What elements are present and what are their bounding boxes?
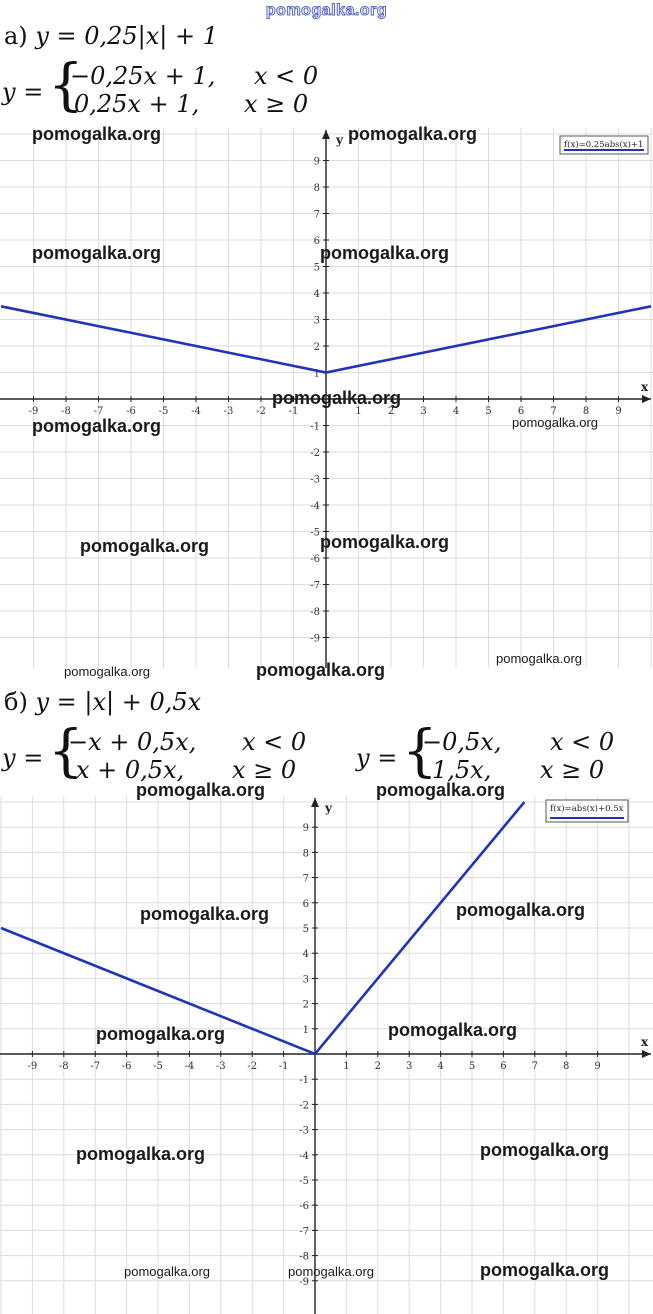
part-a-brace: { <box>48 53 84 118</box>
y-tick-label: 4 <box>313 289 320 300</box>
part-b-equation: y = |x| + 0,5x <box>35 688 202 716</box>
watermark-text: pomogalka.org <box>456 900 586 920</box>
y-tick-label: 8 <box>302 848 309 860</box>
y-tick-label: -6 <box>299 1201 309 1213</box>
watermark-text: pomogalka.org <box>76 1144 206 1164</box>
y-tick-label: -7 <box>299 1226 309 1238</box>
watermark-text: pomogalka.org <box>388 1020 518 1040</box>
part-b-sys2-case1-cond: x < 0 <box>550 728 615 756</box>
y-tick-label: -8 <box>310 607 320 618</box>
x-tick-label: -5 <box>158 406 169 417</box>
x-tick-label: -7 <box>90 1061 101 1072</box>
y-tick-label: -1 <box>299 1075 309 1087</box>
part-a-equation: y = 0,25|x| + 1 <box>35 22 219 50</box>
y-tick-label: 1 <box>313 368 320 380</box>
x-tick-label: -4 <box>184 1061 195 1072</box>
part-a-case2-cond: x ≥ 0 <box>244 90 309 118</box>
y-tick-label: -5 <box>299 1176 309 1187</box>
x-axis-label: x <box>641 1035 649 1049</box>
x-tick-label: 7 <box>550 406 557 417</box>
watermark-text: pomogalka.org <box>96 1024 226 1044</box>
watermark-text: pomogalka.org <box>32 243 162 263</box>
part-b-sys1-case1-expr: −x + 0,5x, <box>68 728 197 756</box>
x-tick-label: -4 <box>191 406 201 417</box>
x-tick-label: 5 <box>468 1061 476 1072</box>
watermark-text: pomogalka.org <box>32 416 162 436</box>
y-tick-label: -3 <box>299 1125 309 1137</box>
y-tick-label: -9 <box>310 633 320 645</box>
watermark-text: pomogalka.org <box>512 415 598 430</box>
y-axis-label: y <box>336 133 343 147</box>
x-tick-label: 9 <box>615 406 622 417</box>
x-tick-label: -5 <box>153 1061 163 1072</box>
x-tick-label: -6 <box>121 1061 132 1072</box>
x-tick-label: 1 <box>355 406 362 417</box>
watermark-text: pomogalka.org <box>124 1264 210 1279</box>
x-tick-label: 3 <box>406 1061 413 1072</box>
y-tick-label: 9 <box>302 823 309 835</box>
x-tick-label: -9 <box>28 406 39 417</box>
y-tick-label: 3 <box>313 315 320 327</box>
watermark-text: pomogalka.org <box>320 532 450 552</box>
part-b-sys2-case1-expr: −0,5x, <box>422 728 502 756</box>
y-tick-label: 6 <box>302 898 309 910</box>
header-watermark: pomogalka.org <box>265 2 388 19</box>
x-tick-label: 6 <box>500 1061 507 1072</box>
y-tick-label: 2 <box>313 342 320 353</box>
watermark-text: pomogalka.org <box>480 1140 610 1160</box>
y-tick-label: -3 <box>310 474 320 486</box>
y-tick-label: -2 <box>310 448 320 459</box>
y-tick-label: -5 <box>310 527 320 539</box>
x-axis-arrow-icon <box>642 395 651 403</box>
watermark-text: pomogalka.org <box>256 660 386 680</box>
part-b-sys2-brace: { <box>402 719 438 784</box>
x-tick-label: -7 <box>93 406 104 417</box>
x-axis-arrow-icon <box>642 1050 651 1058</box>
y-tick-label: 3 <box>302 974 309 986</box>
y-tick-label: -4 <box>310 501 320 512</box>
y-tick-label: -8 <box>299 1251 309 1263</box>
x-tick-label: -9 <box>27 1061 38 1072</box>
y-tick-label: 5 <box>313 262 320 274</box>
x-tick-label: 2 <box>374 1061 381 1072</box>
y-tick-label: -1 <box>310 421 320 433</box>
x-tick-label: -3 <box>223 406 234 417</box>
x-tick-label: 1 <box>343 1061 350 1072</box>
y-tick-label: 2 <box>302 999 309 1011</box>
watermark-text: pomogalka.org <box>496 651 582 666</box>
watermark-text: pomogalka.org <box>348 124 478 144</box>
x-tick-label: 2 <box>387 406 395 417</box>
part-b-sys2-lhs: y = <box>356 744 398 772</box>
watermark-text: pomogalka.org <box>288 1264 374 1279</box>
watermark-text: pomogalka.org <box>136 780 266 800</box>
watermark-text: pomogalka.org <box>140 904 270 924</box>
y-axis-label: y <box>325 801 332 815</box>
part-a-title <box>4 22 218 50</box>
part-b-sys2-case2-expr: 1,5x, <box>432 756 492 784</box>
x-axis-label: x <box>641 380 649 394</box>
x-tick-label: -2 <box>256 406 266 417</box>
part-b-sys1-lhs: y = <box>2 744 44 772</box>
watermark-text: pomogalka.org <box>480 1260 610 1280</box>
y-tick-label: 6 <box>313 236 320 247</box>
x-tick-label: -1 <box>288 406 299 417</box>
x-tick-label: -8 <box>61 406 71 417</box>
watermark-text: pomogalka.org <box>376 780 506 800</box>
y-tick-label: 9 <box>313 156 320 168</box>
watermark-text: pomogalka.org <box>80 536 210 556</box>
part-b-title <box>4 688 201 716</box>
x-tick-label: 4 <box>452 406 460 417</box>
part-b-sys1-case2-expr: x + 0,5x, <box>76 756 185 784</box>
x-tick-label: 7 <box>531 1061 538 1072</box>
part-b-label: б) <box>4 688 28 716</box>
watermark-text: pomogalka.org <box>64 664 150 679</box>
x-tick-label: 8 <box>582 406 590 417</box>
part-b-sys1-case1-cond: x < 0 <box>242 728 307 756</box>
x-tick-label: -1 <box>278 1061 289 1072</box>
y-tick-label: 4 <box>302 949 309 961</box>
legend-label: f(x)=abs(x)+0.5x <box>550 804 624 814</box>
y-tick-label: 8 <box>313 183 320 194</box>
x-tick-label: 4 <box>437 1061 444 1072</box>
x-tick-label: 8 <box>563 1061 570 1072</box>
part-b-sys1-brace: { <box>48 719 84 784</box>
chart-b <box>0 796 653 1314</box>
x-tick-label: 9 <box>594 1061 601 1072</box>
x-tick-label: 5 <box>485 406 492 417</box>
x-tick-label: -8 <box>58 1061 69 1072</box>
y-tick-label: -7 <box>310 580 320 592</box>
x-tick-label: -2 <box>247 1061 258 1072</box>
y-tick-label: 7 <box>302 873 309 885</box>
y-tick-label: 7 <box>313 209 320 221</box>
part-a-case1-expr: −0,25x + 1, <box>70 62 216 90</box>
x-tick-label: -6 <box>126 406 136 417</box>
watermark-text: pomogalka.org <box>320 243 450 263</box>
part-b-sys1-case2-cond: x ≥ 0 <box>232 756 297 784</box>
part-a-case1-cond: x < 0 <box>254 62 319 90</box>
x-tick-label: 3 <box>420 406 427 417</box>
y-tick-label: -2 <box>299 1100 309 1112</box>
legend-label: f(x)=0.25abs(x)+1 <box>564 140 644 150</box>
y-tick-label: -6 <box>310 554 320 565</box>
x-tick-label: -3 <box>215 1061 226 1072</box>
y-tick-label: -4 <box>299 1150 309 1162</box>
watermark-text: pomogalka.org <box>272 388 402 408</box>
grid <box>0 796 653 1314</box>
y-tick-label: -9 <box>299 1276 309 1288</box>
watermark-text: pomogalka.org <box>32 124 162 144</box>
y-tick-label: 1 <box>302 1024 309 1036</box>
x-tick-label: 6 <box>517 406 525 417</box>
part-a-system-lhs: y = <box>2 78 44 106</box>
part-a-label: а) <box>4 22 28 50</box>
y-tick-label: 5 <box>302 924 309 935</box>
part-b-sys2-case2-cond: x ≥ 0 <box>540 756 605 784</box>
part-a-case2-expr: 0,25x + 1, <box>74 90 200 118</box>
